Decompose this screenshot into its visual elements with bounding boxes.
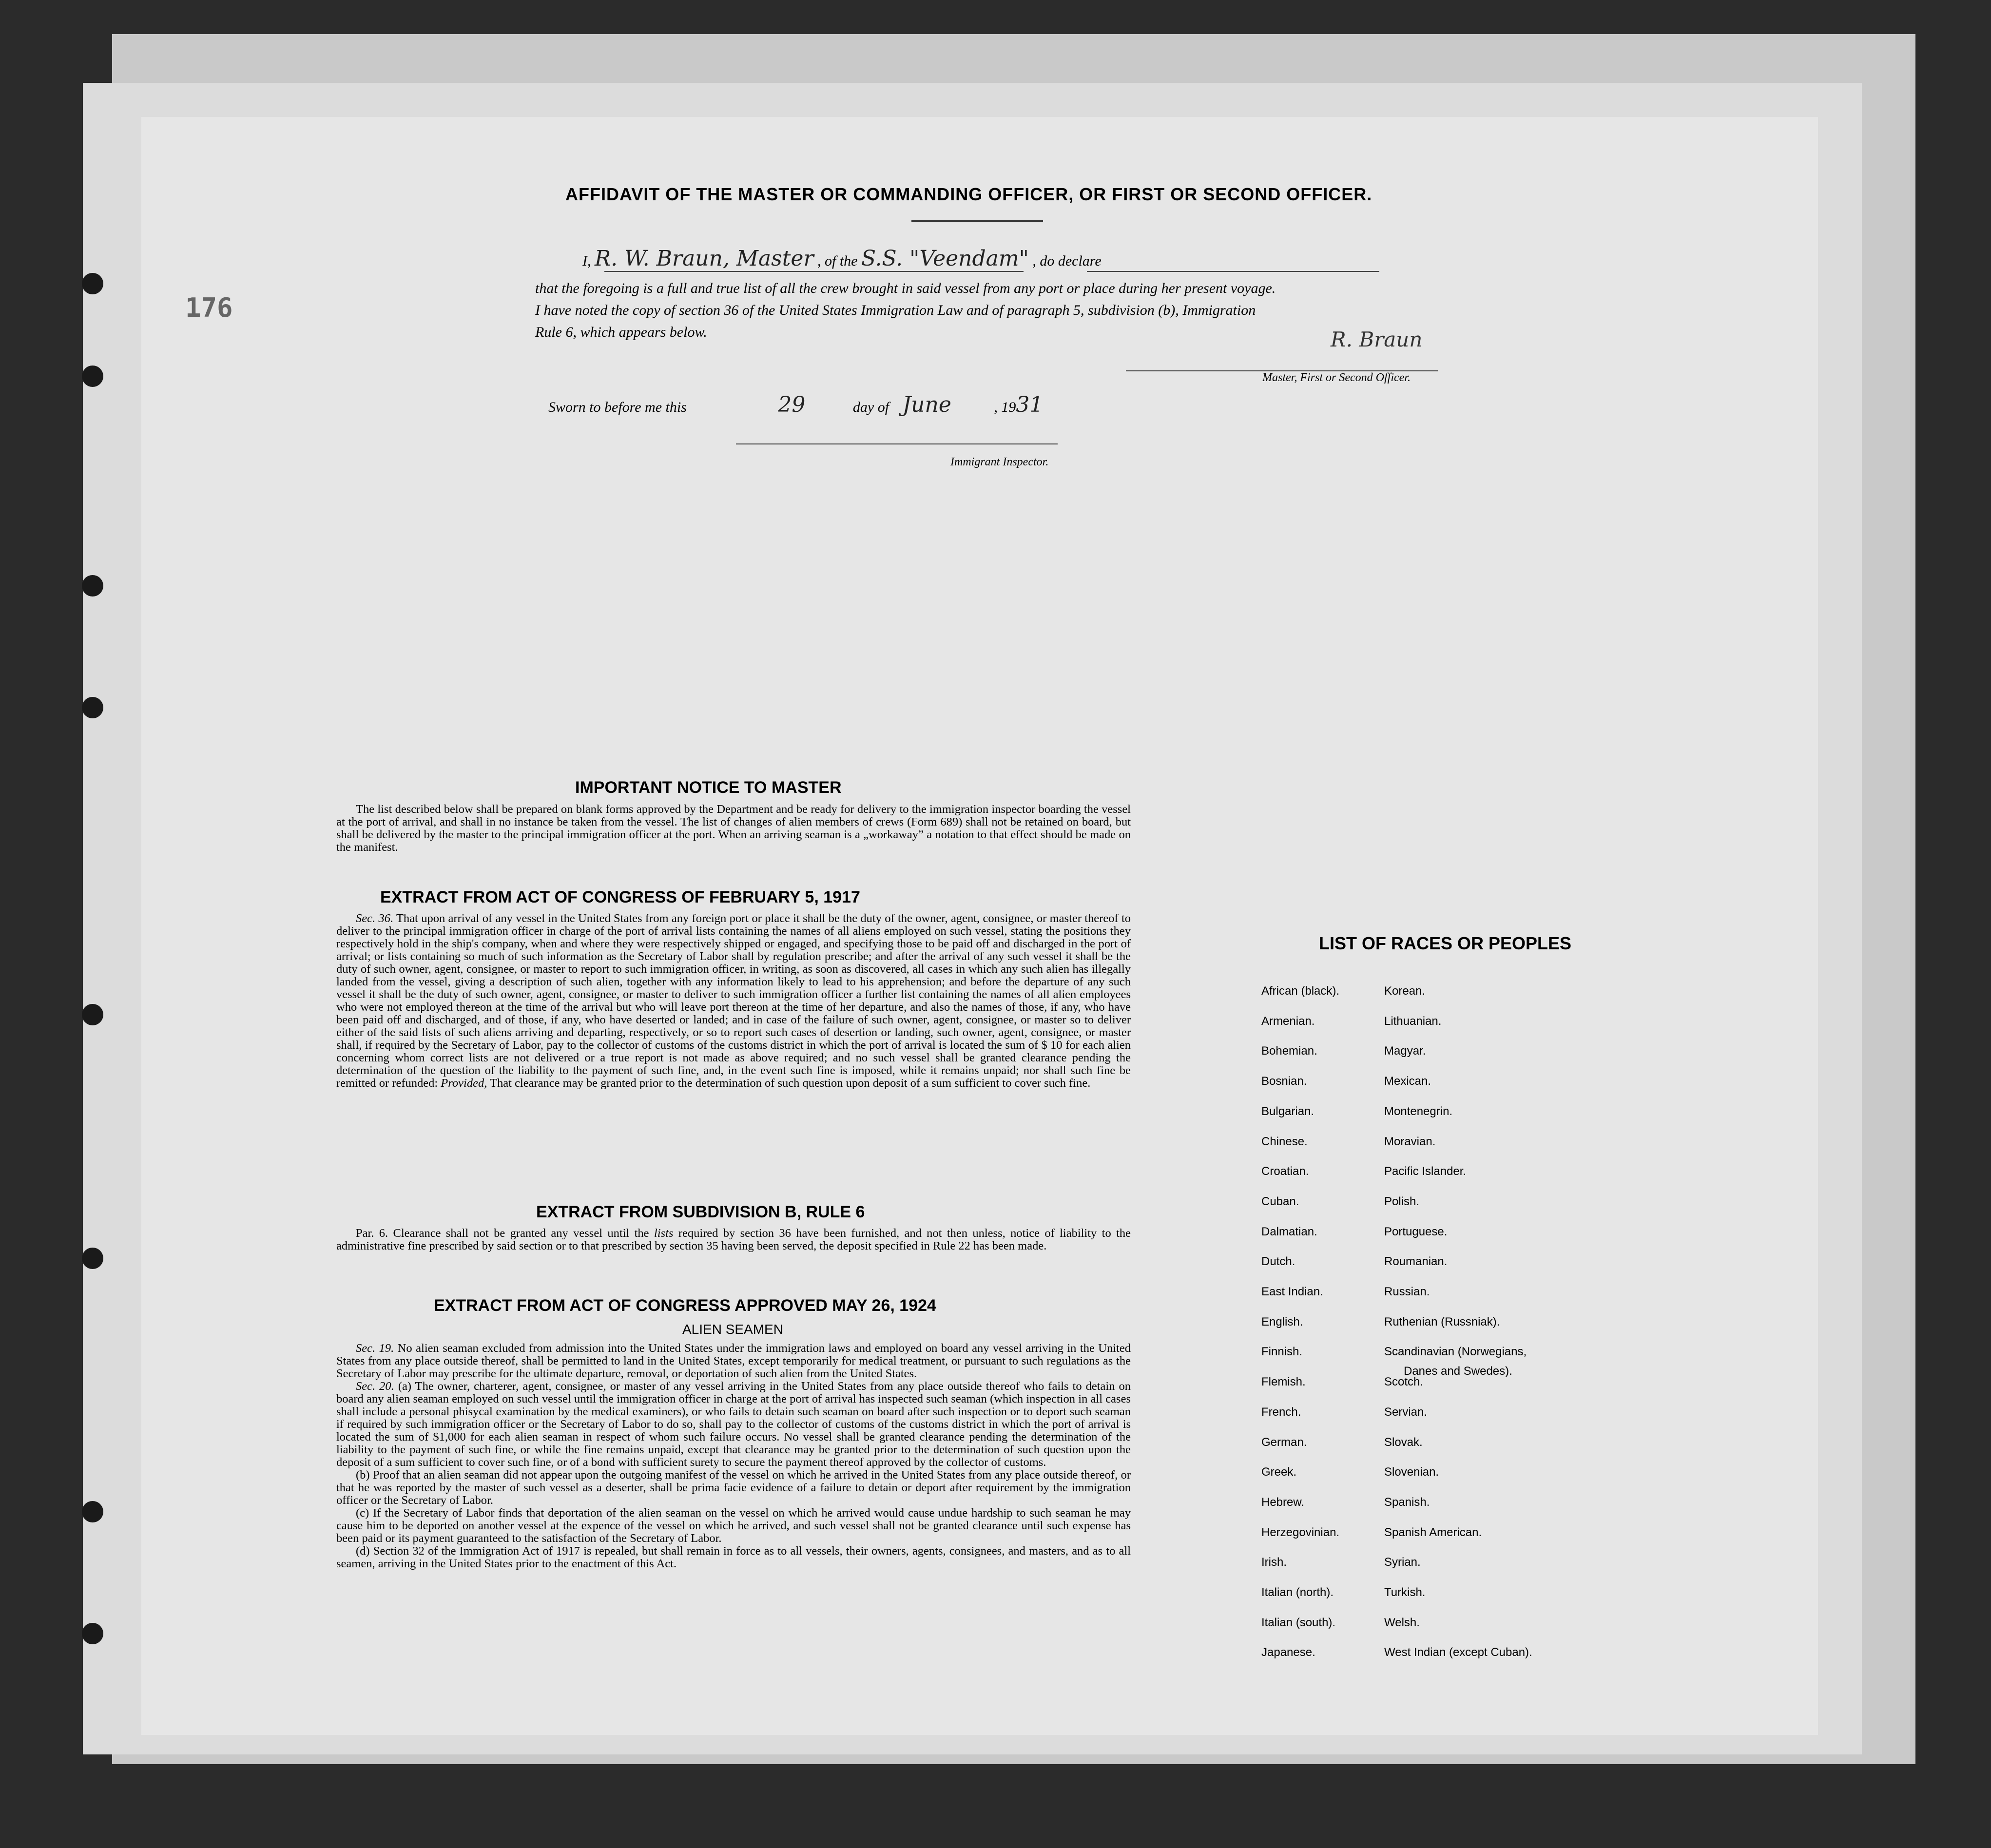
- sworn-month: June: [902, 392, 951, 417]
- race-item: Mexican.: [1384, 1075, 1431, 1088]
- race-item: Montenegrin.: [1384, 1104, 1453, 1118]
- race-item: Cuban.: [1261, 1194, 1299, 1208]
- punch-hole: [82, 273, 103, 294]
- race-item: Japanese.: [1261, 1646, 1315, 1659]
- race-item: Spanish American.: [1384, 1525, 1482, 1539]
- title-underline: [911, 220, 1043, 222]
- race-item: German.: [1261, 1435, 1307, 1449]
- stamp-number: 176: [185, 292, 233, 323]
- affidavit-line-2: that the foregoing is a full and true list of all the crew brought in said vessel from any port or place during her present voyage.: [535, 280, 1276, 296]
- master-name: R. W. Braun, Master: [595, 246, 814, 271]
- race-item: Slovak.: [1384, 1435, 1423, 1449]
- punch-hole: [82, 697, 103, 718]
- extract-1924-text: Sec. 19. No alien seaman excluded from admission into the United States under the immigration laws and employed on board any vessel arriving in the United States from any place outside thereof, shall be permitted to land in the United States, except temporarily for medical treatment, or pursuant to such regulations as the Secretary of Labor may prescribe for the ultimate departure, removal, or deportation of such alien from the United States. Sec. 20. (a) The owner, charterer, agent, consignee, or master of any vessel arriving in the United States from any place outside thereof who fails to detain on board any alien seaman employed on such vessel until the immigration officer in charge at the port of arrival has inspected such seaman (which inspection in all cases shall include a personal phisycal examination by the medical examiners), or who fails to detain such seaman on board after such inspection or to deport such seaman if required by such immigration officer or the Secretary of Labor to do so, shall pay to the collector of customs of the customs district in which the port of arrival is located the sum of $1,000 for each alien seaman in respect of whom such failure occurs. No vessel shall be granted clearance pending the determination of the liability to the payment of such fine, or while the fine remains unpaid, except that clearance may be granted prior to the determination of such question upon the deposit of a sum sufficient to cover such fine, or of a bond with sufficient surety to secure the payment thereof approved by the collector of customs. (b) Proof that an alien seaman did not appear upon the outgoing manifest of the vessel on which he arrived in the United States from any place outside thereof, or that he was reported by the master of such vessel as a deserter, shall be prima facie evidence of a failure to detain or deport after requirement by the immigration officer or the Secretary of Labor. (c) If the Secretary of Labor finds that deportation of the alien seaman on the vessel on which he arrived would cause undue hardship to such seaman he may cause him to be deported on another vessel at the expence of the vessel on which he arrived, and such vessel shall not be granted clearance until such expense has been paid or its payment guaranteed to the satisfaction of the Secretary of Labor. (d) Section 32 of the Immigration Act of 1917 is repealed, but shall remain in force as to all vessels, their owners, agents, consignees, and masters, and as to all seamen, arriving in the United States prior to the enactment of this Act.: [336, 1342, 1131, 1570]
- affidavit-line-1: I, R. W. Braun, Master , of the S.S. "Veendam" , do declare: [582, 246, 1102, 271]
- race-item: Chinese.: [1261, 1135, 1308, 1148]
- race-item: Finnish.: [1261, 1345, 1303, 1359]
- race-item: Slovenian.: [1384, 1465, 1439, 1479]
- race-item: Bulgarian.: [1261, 1104, 1314, 1118]
- race-item: Hebrew.: [1261, 1495, 1305, 1509]
- signature-caption: Master, First or Second Officer.: [1262, 371, 1411, 384]
- race-item: Moravian.: [1384, 1135, 1436, 1148]
- race-item: African (black).: [1261, 984, 1340, 998]
- race-item: Bohemian.: [1261, 1044, 1317, 1058]
- race-item: Portuguese.: [1384, 1225, 1448, 1238]
- race-item: Armenian.: [1261, 1014, 1315, 1028]
- punch-hole: [82, 1623, 103, 1644]
- race-item: Dutch.: [1261, 1255, 1295, 1269]
- race-item: Herzegovinian.: [1261, 1525, 1340, 1539]
- extract-rule6-text: Par. 6. Clearance shall not be granted any vessel until the lists required by section 36 have been furnished, and not then unless, notice of liability to the administrative fine prescribed by said section or to that prescribed by section 35 having been served, the deposit specified in Rule 22 has been made.: [336, 1227, 1131, 1252]
- race-item: Italian (north).: [1261, 1586, 1334, 1599]
- race-item: Croatian.: [1261, 1165, 1309, 1178]
- master-signature: R. Braun: [1331, 327, 1423, 351]
- race-item: Bosnian.: [1261, 1075, 1307, 1088]
- race-item: Scotch.: [1384, 1375, 1424, 1389]
- extract-1924-title: EXTRACT FROM ACT OF CONGRESS APPROVED MAY 26, 1924: [434, 1296, 936, 1315]
- race-item: Servian.: [1384, 1405, 1428, 1419]
- affidavit-line-4: Rule 6, which appears below.: [535, 324, 707, 340]
- race-item: Flemish.: [1261, 1375, 1306, 1389]
- notice-text: The list described below shall be prepared on blank forms approved by the Department and be ready for delivery to the immigration inspector boarding the vessel at the port of arrival, and shall in no instance be taken from the vessel. The list of changes of alien members of crews (Form 689) shall not be retained on board, but shall be delivered by the master to the principal immigration officer at the port. When an arriving seaman is a „workaway” a notation to that effect should be made on the manifest.: [336, 803, 1131, 854]
- affidavit-line-3: I have noted the copy of section 36 of the United States Immigration Law and of paragraph 5, subdivision (b), Immigration: [535, 302, 1256, 318]
- race-item: Turkish.: [1384, 1586, 1426, 1599]
- affidavit-title: AFFIDAVIT OF THE MASTER OR COMMANDING OFFICER, OR FIRST OR SECOND OFFICER.: [565, 184, 1372, 204]
- race-item: Dalmatian.: [1261, 1225, 1317, 1238]
- punch-hole: [82, 1248, 103, 1269]
- race-item: Lithuanian.: [1384, 1014, 1442, 1028]
- race-item: Pacific Islander.: [1384, 1165, 1467, 1178]
- race-scandinavian-cont: Danes and Swedes).: [1404, 1365, 1512, 1378]
- race-item: Syrian.: [1384, 1556, 1421, 1569]
- extract-rule6-title: EXTRACT FROM SUBDIVISION B, RULE 6: [536, 1203, 865, 1221]
- sworn-line: Sworn to before me this 29 day of June , 1931: [548, 392, 1044, 417]
- inspector-line: [736, 443, 1058, 444]
- race-item: Scandinavian (Norwegians,: [1384, 1345, 1527, 1359]
- race-item: East Indian.: [1261, 1285, 1323, 1298]
- notice-title: IMPORTANT NOTICE TO MASTER: [575, 778, 842, 797]
- race-item: Korean.: [1384, 984, 1426, 998]
- race-item: Russian.: [1384, 1285, 1430, 1298]
- race-item: Spanish.: [1384, 1495, 1430, 1509]
- punch-hole: [82, 575, 103, 597]
- inspector-caption: Immigrant Inspector.: [950, 456, 1049, 468]
- race-item: Polish.: [1384, 1194, 1420, 1208]
- race-item: Roumanian.: [1384, 1255, 1448, 1269]
- punch-hole: [82, 1501, 103, 1522]
- race-item: Irish.: [1261, 1556, 1287, 1569]
- name-blank-line: [604, 271, 1024, 272]
- vessel-blank-line: [1087, 271, 1379, 272]
- race-item: Greek.: [1261, 1465, 1297, 1479]
- extract-1917-text: Sec. 36. That upon arrival of any vessel in the United States from any foreign port or place it shall be the duty of the owner, agent, consignee, or master thereof to deliver to the principal immigration officer in charge of the port of arrival lists containing the names of all aliens employed on such vessel, stating the positions they respectively hold in the ship's company, when and where they were respectively shipped or engaged, and specifying those to be paid off and discharged in the port of arrival; or lists containing so much of such information as the Secretary of Labor shall by regulation prescribe; and after the arrival of any such vessel it shall be the duty of such owner, agent, consignee, or master to report to such immigration officer, in writing, as soon as discovered, all cases in which any such alien has illegally landed from the vessel, giving a description of such alien, together with any information likely to lead to his apprehension; and before the departure of any such vessel it shall be the duty of such owner, agent, consignee, or master to deliver to such immigration officer a further list containing the names of all alien employees who were not employed thereon at the time of the arrival but who will leave port thereon at the time of her departure, and also the names of those, if any, who have been paid off and discharged, and of those, if any, who have deserted or landed; and in case of the failure of such owner, agent, consignee, or master so to deliver either of the said lists of such aliens arriving and departing, respectively, or so to report such cases of desertion or landing, such owner, agent, consignee, or master shall, if required by the Secretary of Labor, pay to the collector of customs of the customs district in which the port of arrival is located the sum of $ 10 for each alien concerning whom correct lists are not delivered or a true report is not made as above required; and no such vessel shall be granted clearance pending the determination of the question of the liability to the payment of such fine, and, in the event such fine is imposed, while it remains unpaid; nor shall such fine be remitted or refunded: Provided, That clearance may be granted prior to the determination of such question upon deposit of a sum sufficient to cover such fine.: [336, 912, 1131, 1090]
- race-item: Welsh.: [1384, 1616, 1420, 1629]
- race-item: West Indian (except Cuban).: [1384, 1646, 1532, 1659]
- race-item: French.: [1261, 1405, 1301, 1419]
- race-item: Italian (south).: [1261, 1616, 1336, 1629]
- sworn-day: 29: [778, 392, 806, 417]
- race-item: English.: [1261, 1315, 1303, 1328]
- race-item: Magyar.: [1384, 1044, 1426, 1058]
- extract-1917-title: EXTRACT FROM ACT OF CONGRESS OF FEBRUARY 5, 1917: [380, 888, 860, 906]
- race-item: Ruthenian (Russniak).: [1384, 1315, 1500, 1328]
- punch-hole: [82, 366, 103, 387]
- sworn-year: 31: [1016, 392, 1044, 417]
- vessel-name: S.S. "Veendam": [861, 246, 1029, 271]
- extract-1924-subtitle: ALIEN SEAMEN: [682, 1322, 783, 1337]
- races-title: LIST OF RACES OR PEOPLES: [1319, 933, 1572, 953]
- punch-hole: [82, 1004, 103, 1025]
